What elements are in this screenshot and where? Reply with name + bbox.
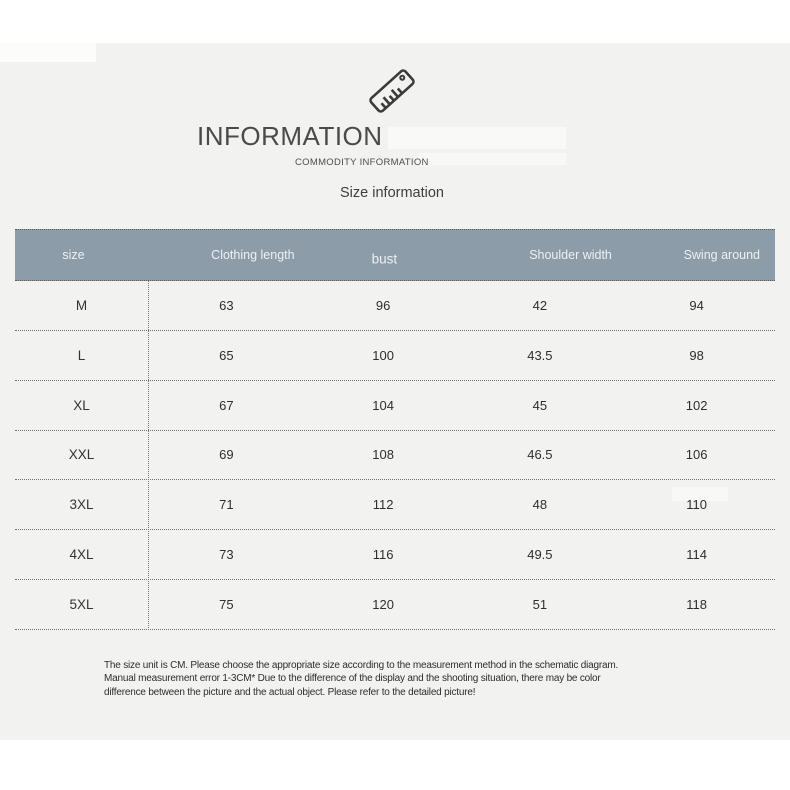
- table-row: [15, 530, 775, 580]
- swing-around-cell: 106: [685, 447, 708, 463]
- swing-around-cell: 110: [686, 497, 707, 513]
- shoulder-width-cell: 46.5: [527, 447, 553, 463]
- column-header-swing-around: Swing around: [683, 248, 761, 262]
- page-title: INFORMATION: [197, 121, 383, 151]
- ghost-artifact: [388, 127, 566, 149]
- column-header-size: size: [62, 248, 85, 262]
- column-header-shoulder-width: Shoulder width: [529, 248, 612, 262]
- footnote-line: difference between the picture and the actual object. Please refer to the detailed picture!: [104, 686, 476, 698]
- bust-cell: 104: [372, 397, 394, 413]
- size-cell: L: [77, 347, 86, 363]
- bust-cell: 112: [372, 497, 394, 513]
- shoulder-width-cell: 42: [532, 297, 548, 313]
- size-cell: XXL: [68, 447, 95, 463]
- shoulder-width-cell: 48: [532, 497, 548, 513]
- size-cell: M: [75, 297, 88, 313]
- size-column-divider: [148, 281, 149, 630]
- size-cell: 4XL: [69, 547, 94, 563]
- page-subtitle: COMMODITY INFORMATION: [295, 157, 429, 168]
- swing-around-cell: 114: [686, 547, 707, 563]
- footnote-line: Manual measurement error 1-3CM* Due to the difference of the display and the shooting situation, there may be color: [104, 673, 601, 685]
- content-background: [0, 43, 790, 740]
- bust-cell: 120: [372, 596, 394, 612]
- clothing-length-cell: 63: [219, 297, 234, 313]
- footnote-line: The size unit is CM. Please choose the appropriate size according to the measurement method in the schematic diagram.: [104, 660, 619, 671]
- size-cell: 3XL: [69, 497, 94, 513]
- table-row: [15, 480, 775, 530]
- shoulder-width-cell: 45: [532, 397, 548, 413]
- shoulder-width-cell: 43.5: [527, 347, 553, 363]
- ruler-icon: [360, 61, 424, 121]
- section-title: Size information: [340, 185, 444, 201]
- table-row: [15, 580, 775, 630]
- bust-cell: 100: [372, 347, 394, 363]
- clothing-length-cell: 71: [219, 497, 234, 513]
- size-table-header: [15, 229, 775, 281]
- column-header-bust: bust: [371, 251, 398, 267]
- clothing-length-cell: 65: [219, 347, 234, 363]
- ghost-artifact: [418, 153, 566, 165]
- table-row: [15, 381, 775, 431]
- swing-around-cell: 94: [689, 297, 704, 313]
- clothing-length-cell: 67: [219, 397, 234, 413]
- table-row: [15, 281, 775, 331]
- ghost-artifact: [0, 43, 96, 62]
- size-cell: 5XL: [69, 596, 94, 612]
- bust-cell: 108: [372, 447, 394, 463]
- clothing-length-cell: 69: [219, 447, 234, 463]
- size-table: [15, 229, 775, 630]
- swing-around-cell: 118: [686, 596, 707, 612]
- clothing-length-cell: 73: [219, 547, 234, 563]
- table-row: [15, 431, 775, 481]
- swing-around-cell: 98: [689, 347, 704, 363]
- column-header-clothing-length: Clothing length: [211, 248, 295, 262]
- shoulder-width-cell: 51: [532, 596, 548, 612]
- size-footnote: [104, 659, 618, 699]
- size-cell: XL: [73, 397, 90, 413]
- size-table-body: [15, 281, 775, 630]
- shoulder-width-cell: 49.5: [527, 547, 553, 563]
- swing-around-cell: 102: [685, 397, 708, 413]
- clothing-length-cell: 75: [219, 596, 234, 612]
- bust-cell: 96: [375, 297, 391, 313]
- bust-cell: 116: [372, 547, 394, 563]
- table-row: [15, 331, 775, 381]
